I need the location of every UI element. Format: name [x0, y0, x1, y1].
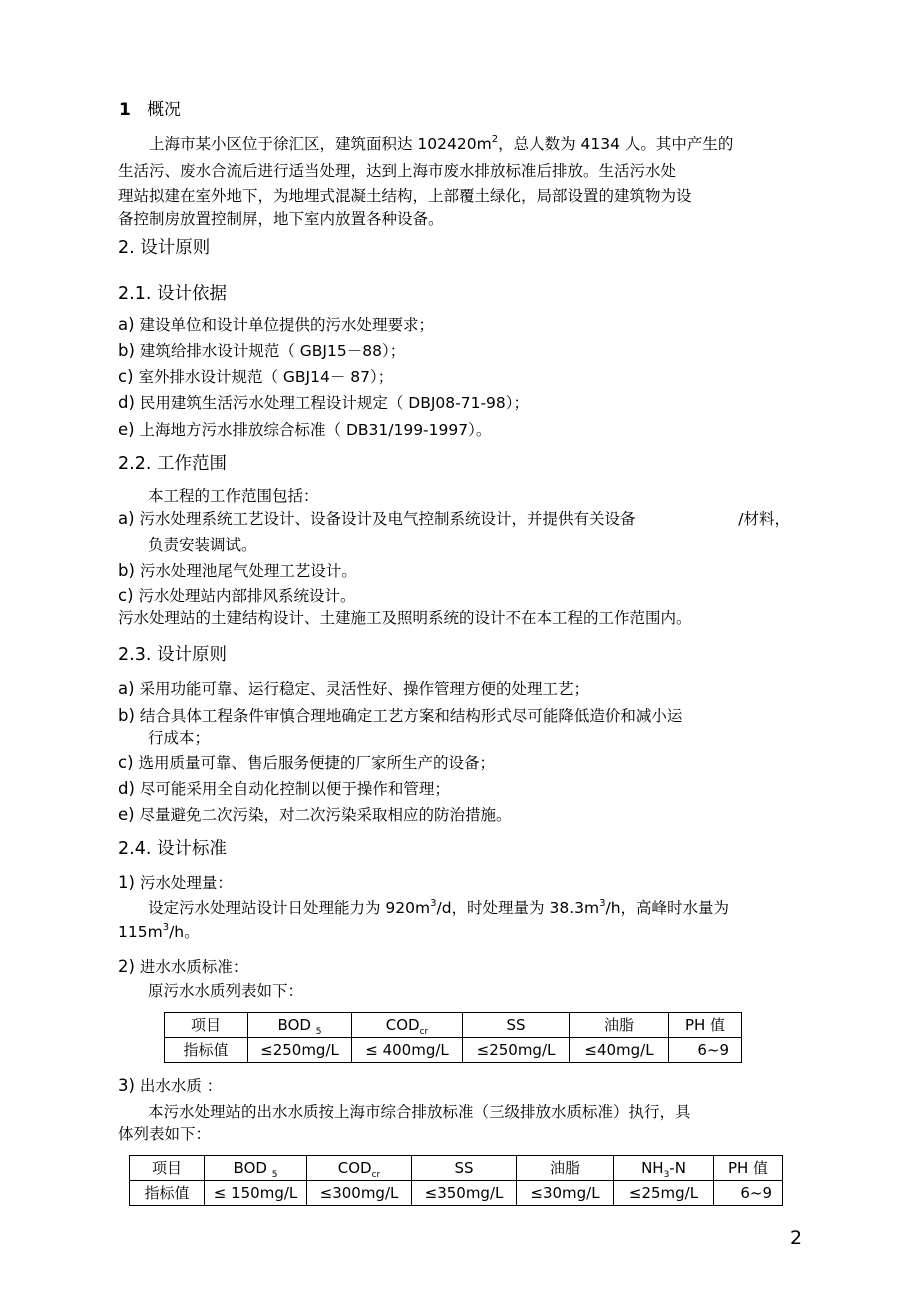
basis-label-a: a): [118, 315, 135, 334]
overview-text-a: 上海市某小区位于徐汇区，建筑面积达 102420m: [149, 135, 492, 153]
cell-sub: cr: [419, 1027, 429, 1037]
basis-text-e: 上海地方污水排放综合标准（ DB31/199-1997）。: [139, 421, 492, 439]
section-2-1-heading: 2.1. 设计依据: [118, 284, 227, 304]
standard-label-1: 1): [118, 873, 135, 892]
principle-text-c: 选用质量可靠、售后服务便捷的厂家所生产的设备；: [138, 754, 495, 772]
basis-label-b: b): [118, 341, 135, 360]
standard-text-3: 出水水质 ：: [139, 1077, 223, 1095]
scope-text-c: 污水处理站内部排风系统设计。: [138, 587, 356, 605]
table-cell: ≤300mg/L: [307, 1181, 412, 1206]
cell-text: BOD: [233, 1159, 267, 1177]
table-cell: 6~9: [714, 1181, 783, 1206]
table-cell: ≤25mg/L: [614, 1181, 714, 1206]
principle-label-c: c): [118, 753, 134, 772]
basis-text-a: 建设单位和设计单位提供的污水处理要求；: [139, 316, 435, 334]
principle-item-d: [118, 779, 450, 799]
section-2-4-heading: 2.4. 设计标准: [118, 839, 227, 859]
scope-item-a: [118, 509, 790, 529]
principle-text-d: 尽可能采用全自动化控制以便于操作和管理；: [139, 780, 450, 798]
basis-item-c: [118, 367, 393, 387]
overview-text-b: ，总人数为 4134 人。其中产生的: [498, 135, 734, 153]
table-cell: [205, 1156, 307, 1181]
principle-text-e: 尽量避免二次污染，对二次污染采取相应的防治措施。: [139, 806, 512, 824]
principle-text-b: 结合具体工程条件审慎合理地确定工艺方案和结构形式尽可能降低造价和减小运: [139, 707, 683, 725]
table-cell: 项目: [165, 1013, 248, 1038]
principle-text-a: 采用功能可靠、运行稳定、灵活性好、操作管理方便的处理工艺；: [139, 680, 590, 698]
table-cell: ≤40mg/L: [570, 1038, 669, 1063]
section-2-2-heading: 2.2. 工作范围: [118, 454, 227, 474]
flow-text-d: 115m: [118, 923, 163, 941]
scope-text-a: 污水处理系统工艺设计、设备设计及电气控制系统设计，并提供有关设备: [139, 510, 636, 528]
effluent-desc-line-2: 体列表如下：: [118, 1125, 212, 1143]
table-cell: SS: [463, 1013, 570, 1038]
table-cell: 6~9: [669, 1038, 742, 1063]
table-cell: 油脂: [570, 1013, 669, 1038]
table-row: [130, 1181, 783, 1206]
principle-item-c: [118, 753, 495, 773]
table-cell: ≤250mg/L: [248, 1038, 352, 1063]
basis-label-e: e): [118, 420, 135, 439]
influent-table-caption: 原污水水质列表如下：: [148, 982, 304, 1000]
table-row: [165, 1013, 742, 1038]
principle-item-b-continuation: 行成本；: [148, 729, 211, 747]
basis-item-d: [118, 393, 529, 413]
cell-text: COD: [385, 1016, 420, 1034]
table-cell: ≤ 400mg/L: [352, 1038, 463, 1063]
influent-quality-table: [164, 1012, 742, 1063]
table-cell: PH 值: [714, 1156, 783, 1181]
flow-text-b: /d，时处理量为 38.3m: [436, 899, 600, 917]
principle-label-a: a): [118, 679, 135, 698]
table-cell: 指标值: [130, 1181, 205, 1206]
overview-sup: 2: [491, 133, 499, 145]
section-1-number: 1: [119, 100, 131, 120]
scope-intro: 本工程的工作范围包括：: [148, 487, 319, 505]
standard-text-1: 污水处理量：: [139, 874, 233, 892]
basis-label-d: d): [118, 393, 135, 412]
basis-label-c: c): [118, 367, 134, 386]
paragraph-overview-line-3: 理站拟建在室外地下，为地埋式混凝土结构，上部覆土绿化，局部设置的建筑物为设: [118, 187, 692, 205]
principle-item-b: [118, 706, 682, 726]
table-cell: PH 值: [669, 1013, 742, 1038]
standard-item-3: [118, 1076, 222, 1096]
scope-text-b: 污水处理池尾气处理工艺设计。: [139, 562, 357, 580]
paragraph-overview-line-1: [149, 134, 733, 154]
table-row: [130, 1156, 783, 1181]
flow-sup-2: 3: [599, 897, 606, 909]
table-cell: 油脂: [517, 1156, 614, 1181]
scope-item-a-continuation: 负责安装调试。: [148, 536, 257, 554]
basis-text-c: 室外排水设计规范（ GBJ14－ 87）；: [138, 368, 394, 386]
flow-line-1: [148, 898, 729, 918]
principle-label-e: e): [118, 805, 135, 824]
table-cell: ≤ 150mg/L: [205, 1181, 307, 1206]
cell-sub: 3: [663, 1170, 670, 1180]
principle-label-d: d): [118, 779, 135, 798]
section-2-heading: 2. 设计原则: [118, 238, 211, 258]
standard-label-2: 2): [118, 957, 135, 976]
cell-text: NH: [641, 1159, 664, 1177]
table-row: [165, 1038, 742, 1063]
paragraph-overview-line-4: 备控制房放置控制屏，地下室内放置各种设备。: [118, 210, 444, 228]
scope-label-a: a): [118, 509, 135, 528]
paragraph-overview-line-2: 生活污、废水合流后进行适当处理，达到上海市废水排放标准后排放。生活污水处: [118, 162, 677, 180]
standard-label-3: 3): [118, 1076, 135, 1095]
basis-text-d: 民用建筑生活污水处理工程设计规定（ DBJ08-71-98）；: [139, 394, 530, 412]
basis-item-b: [118, 341, 405, 361]
effluent-desc-line-1: 本污水处理站的出水水质按上海市综合排放标准（三级排放水质标准）执行，具: [148, 1103, 691, 1121]
table-cell: ≤250mg/L: [463, 1038, 570, 1063]
table-cell: SS: [412, 1156, 517, 1181]
table-cell: 项目: [130, 1156, 205, 1181]
flow-text-e: /h。: [169, 923, 200, 941]
table-cell: [352, 1013, 463, 1038]
flow-line-2: [118, 922, 200, 942]
standard-item-2: [118, 957, 248, 977]
section-1-title: 概况: [147, 100, 182, 120]
standard-item-1: [118, 873, 233, 893]
standard-text-2: 进水水质标准：: [139, 958, 249, 976]
scope-item-c: [118, 586, 355, 606]
cell-text: BOD: [277, 1016, 311, 1034]
scope-text-a-end: /材料，: [738, 510, 790, 528]
section-2-3-heading: 2.3. 设计原则: [118, 645, 227, 665]
cell-sub: cr: [371, 1170, 381, 1180]
table-cell: ≤350mg/L: [412, 1181, 517, 1206]
cell-text: -N: [669, 1159, 686, 1177]
flow-text-a: 设定污水处理站设计日处理能力为 920m: [148, 899, 431, 917]
scope-label-c: c): [118, 586, 134, 605]
table-cell: [614, 1156, 714, 1181]
principle-label-b: b): [118, 706, 135, 725]
cell-text: COD: [337, 1159, 372, 1177]
basis-item-a: [118, 315, 434, 335]
basis-item-e: [118, 420, 491, 440]
scope-item-b: [118, 561, 357, 581]
scope-label-b: b): [118, 561, 135, 580]
table-cell: [307, 1156, 412, 1181]
effluent-quality-table: [129, 1155, 783, 1206]
scope-note: 污水处理站的土建结构设计、土建施工及照明系统的设计不在本工程的工作范围内。: [118, 609, 692, 627]
flow-sup-1: 3: [430, 897, 437, 909]
table-cell: 指标值: [165, 1038, 248, 1063]
principle-item-a: [118, 679, 589, 699]
section-1-heading: [119, 100, 181, 120]
basis-text-b: 建筑给排水设计规范（ GBJ15－88）；: [139, 342, 406, 360]
cell-sub: 5: [315, 1027, 322, 1037]
table-cell: [248, 1013, 352, 1038]
flow-sup-3: 3: [162, 921, 170, 933]
page-number: 2: [790, 1227, 803, 1249]
table-cell: ≤30mg/L: [517, 1181, 614, 1206]
principle-item-e: [118, 805, 512, 825]
flow-text-c: /h，高峰时水量为: [605, 899, 730, 917]
cell-sub: 5: [271, 1170, 278, 1180]
